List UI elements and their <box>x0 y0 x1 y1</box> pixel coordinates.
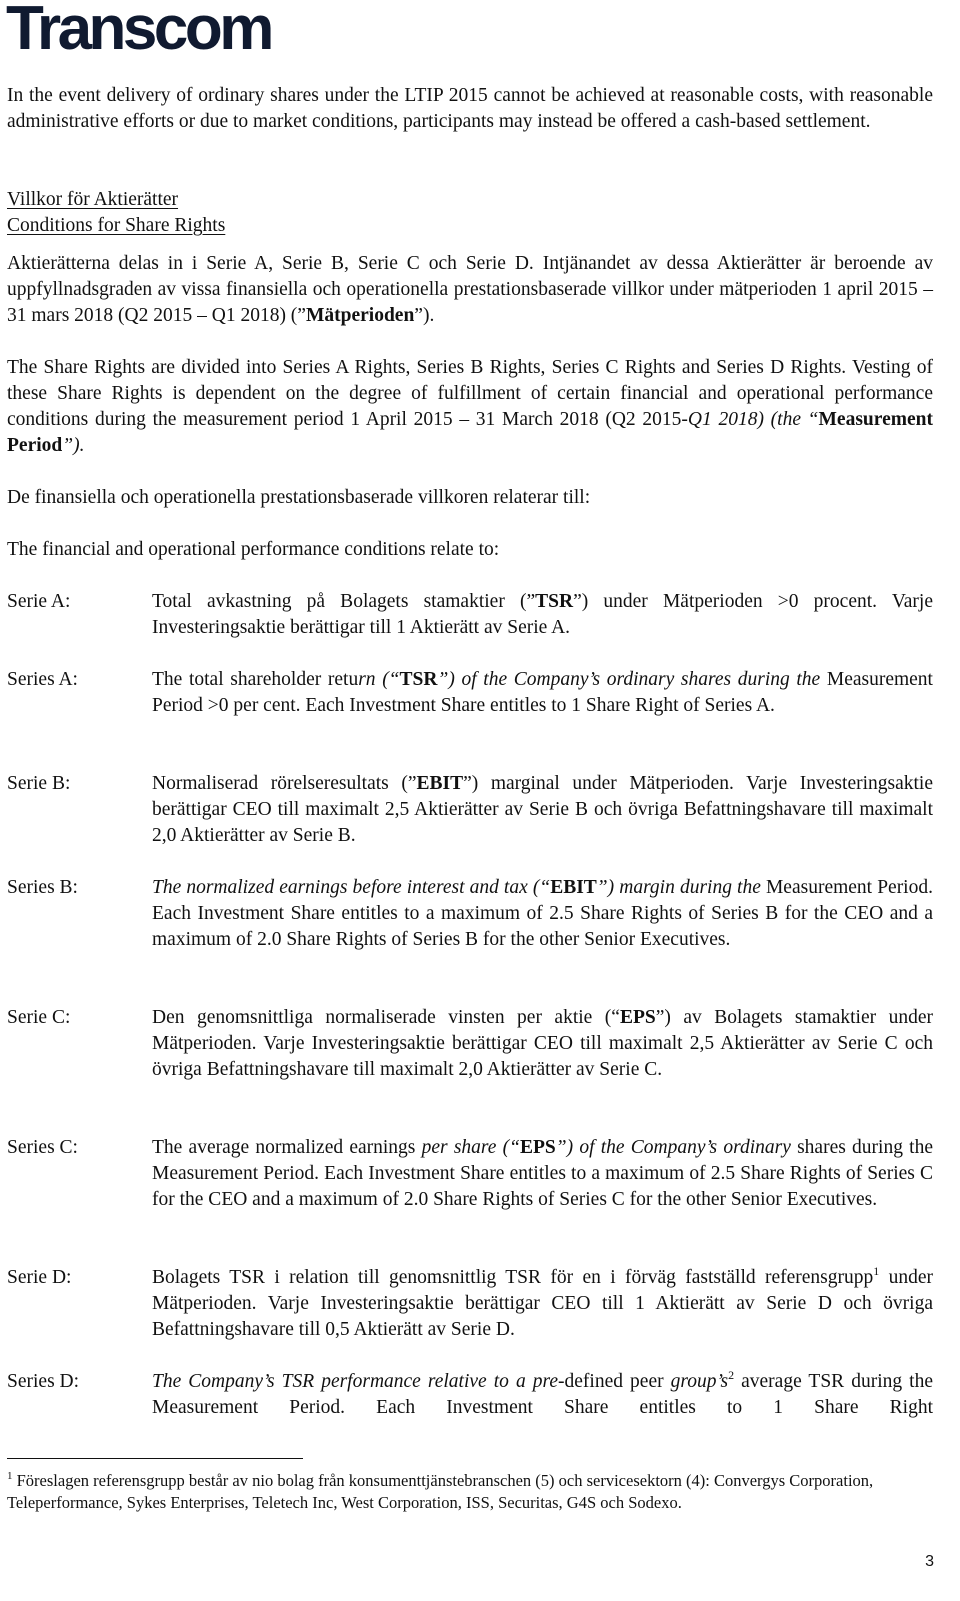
paragraph-sv-close: ”). <box>414 305 435 326</box>
condition-label: Serie B: <box>7 773 71 794</box>
condition-label: Series C: <box>7 1137 78 1158</box>
condition-text: The total shareholder return (“TSR”) of the Company’s ordinary shares during the Measurement Period >0 per cent. Each Investment Share entitles to 1 Share Right of Series A. <box>152 669 933 716</box>
paragraph-sv <box>7 251 933 329</box>
paragraph-en <box>7 355 933 459</box>
term-tsr: TSR <box>399 669 438 690</box>
condition-text: The average normalized earnings per share (“EPS”) of the Company’s ordinary shares during the Measurement Period. Each Investment Share entitles to a maximum of 2.5 Share Rights of Series C for the CEO and a maximum of 2.0 Share Rights of Series C for the other Senior Executives. <box>152 1137 934 1210</box>
condition-text: Den genomsnittliga normaliserade vinsten per aktie (“EPS”) av Bolagets stamaktier under Mätperioden. Varje Investeringsaktie berättigar CEO till maximalt 2,5 Aktierätter av Serie C och övriga Befattningshavare till maximalt 2,0 Aktierätter av Serie C. <box>152 1007 933 1080</box>
footnote-ref[interactable]: 2 <box>728 1368 735 1382</box>
lead-sv: De finansiella och operationella prestationsbaserade villkoren relaterar till: <box>7 487 591 508</box>
paragraph-en-close: ”). <box>62 435 85 456</box>
heading-sv-text: Villkor för Aktierätter <box>7 189 179 210</box>
paragraph-en-text: The Share Rights are divided into Series A Rights, Series B Rights, Series C Rights and Series D Rights. Vesting of these Share Rights is dependent on the degree of fulfillment of certain financial and operational performance conditions during the measurement period 1 April 2015 – 31 March 2018 (Q2 2015- <box>7 357 933 430</box>
term-matperioden: Mätperioden <box>305 305 415 326</box>
section-heading-sv <box>7 187 933 213</box>
condition-label: Series D: <box>7 1371 80 1392</box>
condition-label: Series A: <box>7 669 78 690</box>
term-tsr: TSR <box>535 591 574 612</box>
condition-label: Serie D: <box>7 1267 72 1288</box>
term-eps: EPS <box>520 1137 556 1158</box>
term-measurement-period: Measurement Period <box>7 409 933 456</box>
term-eps: EPS <box>619 1007 656 1028</box>
intro-paragraph: In the event delivery of ordinary shares under the LTIP 2015 cannot be achieved at reasonable costs, with reasonable administrative efforts or due to market conditions, participants may instead be offered a cash-based settlement. <box>7 85 933 132</box>
footnote-ref[interactable]: 1 <box>873 1264 880 1278</box>
heading-en-text: Conditions for Share Rights <box>7 215 226 236</box>
footnote-text: Föreslagen referensgrupp består av nio bolag från konsumenttjänstebranschen (5) och servicesektorn (4): Convergys Corporation, Teleperformance, Sykes Enterprises, Teletech Inc, West Corporation, ISS, Securitas, G4S och Sodexo. <box>7 1471 874 1512</box>
lead-en: The financial and operational performance conditions relate to: <box>7 539 500 560</box>
condition-label: Serie A: <box>7 591 71 612</box>
paragraph-en-italic: Q1 2018) (the “ <box>687 409 819 430</box>
condition-text: Normaliserad rörelseresultats (”EBIT”) marginal under Mätperioden. Varje Investeringsaktie berättigar CEO till maximalt 2,5 Aktierätter av Serie B och övriga Befattningshavare till maximalt 2,0 Aktierätter av Serie B. <box>152 773 933 846</box>
condition-text: Bolagets TSR i relation till genomsnittlig TSR för en i förväg fastställd referensgrupp$^1$ under Mätperioden. Varje Investeringsaktie berättigar CEO till 1 Aktierätt av Serie D och övriga Befattningshavare till 0,5 Aktierätt av Serie D. <box>152 1264 933 1340</box>
condition-label: Serie C: <box>7 1007 71 1028</box>
term-ebit: EBIT <box>550 877 597 898</box>
condition-text: The Company’s TSR performance relative to a pre-defined peer $group’s^2$ average TSR during the Measurement Period. Each Investment Share entitles to 1 Share Right <box>152 1368 933 1418</box>
condition-text: Total avkastning på Bolagets stamaktier (”TSR”) under Mätperioden >0 procent. Varje Investeringsaktie berättigar till 1 Aktierätt av Serie A. <box>152 591 933 638</box>
transcom-logo: Transcom <box>6 0 271 63</box>
page-number: 3 <box>925 1553 934 1570</box>
condition-label: Series B: <box>7 877 78 898</box>
paragraph-sv-text: Aktierätterna delas in i Serie A, Serie B, Serie C och Serie D. Intjänandet av dessa Aktierätter är beroende av uppfyllnadsgraden av vissa finansiella och operationella prestationsbaserade villkor under mätperioden 1 april 2015 – 31 mars 2018 (Q2 2015 – Q1 2018) (” <box>7 253 933 326</box>
term-ebit: EBIT <box>416 773 464 794</box>
footnote <box>7 1470 933 1514</box>
section-heading-en <box>7 213 933 239</box>
condition-text: The normalized earnings before interest and tax (“EBIT”) margin during the Measurement Period. Each Investment Share entitles to a maximum of 2.5 Share Rights of Series B for the CEO and a maximum of 2.0 Share Rights of Series B for the other Senior Executives. <box>152 877 933 950</box>
footnote-number: 1 <box>7 1470 13 1482</box>
footnote-divider <box>7 1458 303 1459</box>
